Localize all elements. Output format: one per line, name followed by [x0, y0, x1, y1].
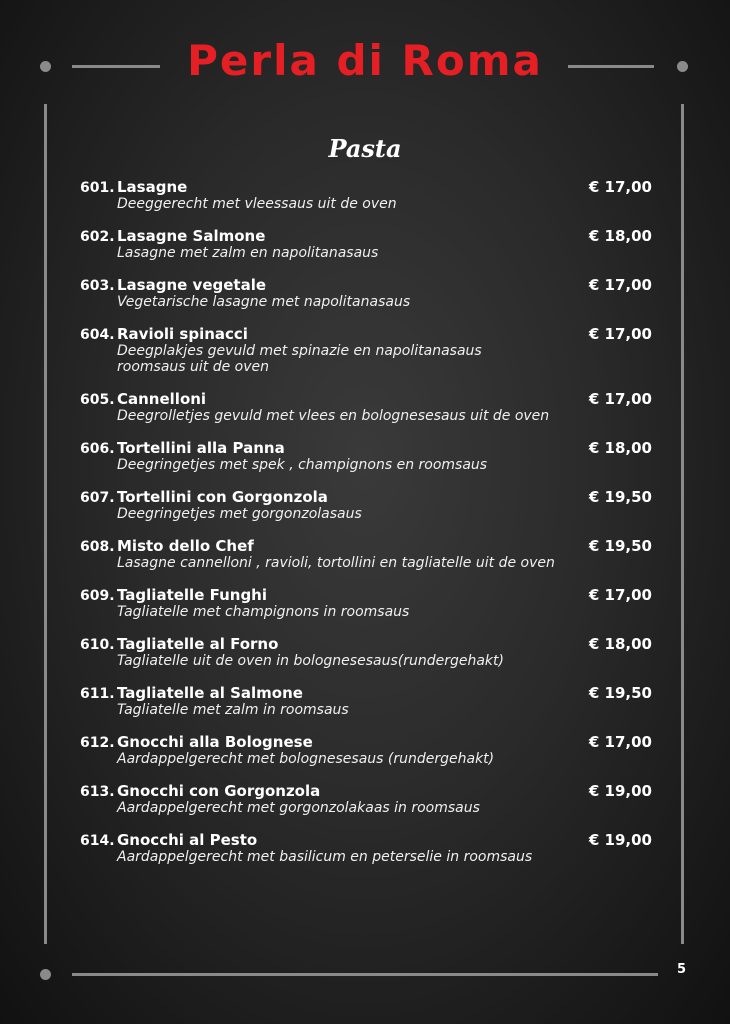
item-name: Lasagne [117, 178, 188, 196]
item-description: Deegringetjes met gorgonzolasaus [117, 506, 362, 522]
item-name: Gnocchi con Gorgonzola [117, 782, 321, 800]
item-description: Lasagne cannelloni , ravioli, tortollini en tagliatelle uit de oven [117, 555, 555, 571]
restaurant-title: Perla di Roma [187, 36, 543, 85]
item-number: 614. [80, 833, 115, 849]
menu-item [80, 684, 652, 718]
item-description: Vegetarische lasagne met napolitanasaus [117, 294, 411, 310]
item-number: 602. [80, 229, 115, 245]
item-number: 612. [80, 735, 115, 751]
item-description: Deegrolletjes gevuld met vlees en bolognesesaus uit de oven [117, 408, 550, 424]
item-description: Tagliatelle met champignons in roomsaus [117, 604, 410, 620]
item-name: Lasagne vegetale [117, 276, 267, 294]
menu-item [80, 782, 652, 816]
item-number: 609. [80, 588, 115, 604]
menu-item [80, 586, 652, 620]
menu-item [80, 831, 652, 865]
item-price: € 18,00 [588, 227, 652, 245]
menu-item [80, 537, 652, 571]
item-price: € 17,00 [588, 178, 652, 196]
menu-item [80, 325, 652, 375]
item-price: € 17,00 [588, 586, 652, 604]
item-number: 610. [80, 637, 115, 653]
item-price: € 19,50 [588, 488, 652, 506]
item-number: 611. [80, 686, 115, 702]
item-price: € 19,50 [588, 684, 652, 702]
item-name: Lasagne Salmone [117, 227, 266, 245]
item-price: € 17,00 [588, 325, 652, 343]
item-name: Gnocchi alla Bolognese [117, 733, 313, 751]
item-price: € 18,00 [588, 635, 652, 653]
item-price: € 19,00 [588, 831, 652, 849]
item-price: € 17,00 [588, 733, 652, 751]
item-name: Tortellini alla Panna [117, 439, 285, 457]
menu-item [80, 276, 652, 310]
menu-item [80, 227, 652, 261]
item-description: Deegplakjes gevuld met spinazie en napolitanasaus roomsaus uit de oven [117, 343, 482, 375]
item-price: € 17,00 [588, 390, 652, 408]
item-description: Deeggerecht met vleessaus uit de oven [117, 196, 397, 212]
item-name: Tagliatelle al Salmone [117, 684, 303, 702]
item-number: 604. [80, 327, 115, 343]
item-number: 603. [80, 278, 115, 294]
frame-dot-bottom-left [40, 969, 51, 980]
menu-item [80, 178, 652, 212]
item-number: 613. [80, 784, 115, 800]
item-name: Gnocchi al Pesto [117, 831, 258, 849]
frame-line-right [681, 104, 684, 944]
item-description: Aardappelgerecht met bolognesesaus (rundergehakt) [117, 751, 495, 767]
item-price: € 19,00 [588, 782, 652, 800]
item-description: Tagliatelle uit de oven in bolognesesaus(rundergehakt) [117, 653, 504, 669]
item-number: 608. [80, 539, 115, 555]
frame-line-bottom [72, 973, 658, 976]
menu-item [80, 733, 652, 767]
item-name: Ravioli spinacci [117, 325, 248, 343]
item-number: 605. [80, 392, 115, 408]
menu-item [80, 635, 652, 669]
menu-item [80, 390, 652, 424]
section-title: Pasta [328, 134, 402, 163]
page-number: 5 [676, 962, 686, 977]
item-description: Lasagne met zalm en napolitanasaus [117, 245, 379, 261]
item-price: € 18,00 [588, 439, 652, 457]
item-name: Cannelloni [117, 390, 207, 408]
item-price: € 19,50 [588, 537, 652, 555]
frame-line-left [44, 104, 47, 944]
item-name: Misto dello Chef [117, 537, 254, 555]
item-number: 606. [80, 441, 115, 457]
menu-item [80, 488, 652, 522]
item-price: € 17,00 [588, 276, 652, 294]
item-name: Tagliatelle al Forno [117, 635, 279, 653]
item-description: Deegringetjes met spek , champignons en roomsaus [117, 457, 488, 473]
item-name: Tagliatelle Funghi [117, 586, 267, 604]
item-description: Aardappelgerecht met basilicum en peterselie in roomsaus [117, 849, 533, 865]
item-description: Tagliatelle met zalm in roomsaus [117, 702, 349, 718]
item-description: Aardappelgerecht met gorgonzolakaas in roomsaus [117, 800, 480, 816]
menu-item [80, 439, 652, 473]
item-name: Tortellini con Gorgonzola [117, 488, 328, 506]
item-number: 607. [80, 490, 115, 506]
item-number: 601. [80, 180, 115, 196]
